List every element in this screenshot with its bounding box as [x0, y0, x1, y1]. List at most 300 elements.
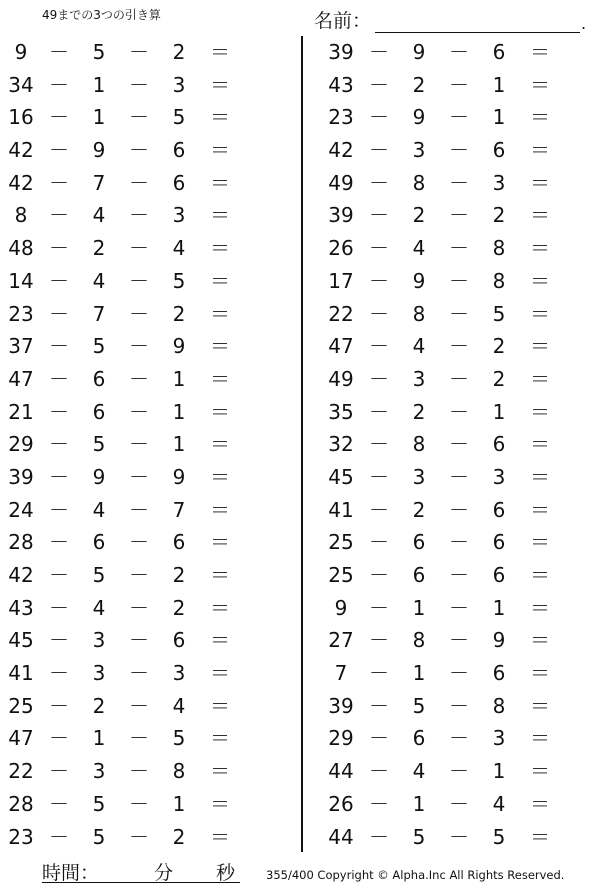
- subtrahend-1: 9: [412, 40, 426, 64]
- subtrahend-2: 2: [492, 366, 506, 391]
- minus-sign: －: [129, 661, 149, 686]
- minus-sign: －: [129, 334, 149, 359]
- subtrahend-1: 4: [412, 334, 426, 359]
- equals-sign: ＝: [530, 236, 550, 261]
- minus-sign: －: [449, 530, 469, 555]
- minuend: 9: [334, 595, 348, 620]
- subtrahend-1: 1: [412, 791, 426, 816]
- problem-row: [0, 494, 280, 527]
- minus-sign: －: [129, 72, 149, 97]
- minus-sign: －: [369, 497, 389, 522]
- subtrahend-2: 8: [172, 759, 186, 784]
- subtrahend-2: 2: [172, 563, 186, 587]
- minus-sign: －: [449, 693, 469, 718]
- equals-sign: ＝: [530, 530, 550, 555]
- problem-row: [0, 657, 280, 690]
- equals-sign: ＝: [210, 40, 230, 64]
- minuend: 47: [8, 726, 34, 751]
- minus-sign: －: [49, 791, 69, 816]
- minus-sign: －: [129, 497, 149, 522]
- subtrahend-1: 5: [412, 693, 426, 718]
- subtrahend-2: 6: [492, 563, 506, 587]
- subtrahend-1: 4: [92, 268, 106, 293]
- minus-sign: －: [449, 203, 469, 228]
- minus-sign: －: [369, 301, 389, 326]
- minuend: 49: [328, 366, 354, 391]
- minuend: 16: [8, 105, 34, 130]
- minuend: 7: [334, 661, 348, 686]
- minuend: 39: [328, 203, 354, 228]
- equals-sign: ＝: [530, 595, 550, 620]
- subtrahend-2: 4: [492, 791, 506, 816]
- subtrahend-2: 2: [172, 301, 186, 326]
- minus-sign: －: [449, 726, 469, 751]
- subtrahend-2: 1: [492, 105, 506, 130]
- minuend: 42: [8, 170, 34, 195]
- problem-row: [0, 101, 280, 134]
- time-field: [42, 858, 240, 883]
- subtrahend-2: 3: [172, 72, 186, 97]
- subtrahend-1: 5: [412, 824, 426, 849]
- subtrahend-1: 2: [412, 497, 426, 522]
- equals-sign: ＝: [210, 791, 230, 816]
- subtrahend-1: 5: [92, 334, 106, 359]
- subtrahend-1: 7: [92, 170, 106, 195]
- subtrahend-2: 1: [172, 791, 186, 816]
- equals-sign: ＝: [530, 661, 550, 686]
- equals-sign: ＝: [210, 334, 230, 359]
- right-problem-column: [320, 36, 600, 853]
- minuend: 47: [328, 334, 354, 359]
- minus-sign: －: [369, 563, 389, 587]
- minuend: 41: [8, 661, 34, 686]
- subtrahend-2: 5: [172, 268, 186, 293]
- minus-sign: －: [449, 399, 469, 424]
- problem-row: [320, 265, 600, 298]
- minuend: 42: [8, 563, 34, 587]
- name-input-line[interactable]: [375, 12, 580, 33]
- subtrahend-1: 6: [412, 726, 426, 751]
- subtrahend-1: 6: [92, 366, 106, 391]
- minus-sign: －: [129, 595, 149, 620]
- problem-row: [320, 232, 600, 265]
- equals-sign: ＝: [530, 791, 550, 816]
- minuend: 27: [328, 628, 354, 653]
- minus-sign: －: [449, 105, 469, 130]
- problem-row: [0, 330, 280, 363]
- minuend: 45: [328, 464, 354, 489]
- minus-sign: －: [369, 268, 389, 293]
- subtrahend-1: 1: [92, 105, 106, 130]
- minus-sign: －: [49, 105, 69, 130]
- minuend: 14: [8, 268, 34, 293]
- subtrahend-1: 6: [412, 530, 426, 555]
- minuend: 17: [328, 268, 354, 293]
- minus-sign: －: [49, 399, 69, 424]
- subtrahend-1: 2: [92, 236, 106, 261]
- equals-sign: ＝: [210, 203, 230, 228]
- subtrahend-2: 6: [492, 497, 506, 522]
- subtrahend-1: 3: [92, 628, 106, 653]
- minuend: 44: [328, 759, 354, 784]
- minus-sign: －: [49, 726, 69, 751]
- problem-row: [320, 134, 600, 167]
- problem-row: [320, 101, 600, 134]
- minus-sign: －: [129, 693, 149, 718]
- minus-sign: －: [449, 563, 469, 587]
- minus-sign: －: [129, 563, 149, 587]
- subtrahend-2: 3: [172, 661, 186, 686]
- subtrahend-1: 8: [412, 628, 426, 653]
- minus-sign: －: [449, 759, 469, 784]
- minus-sign: －: [49, 236, 69, 261]
- subtrahend-2: 9: [172, 334, 186, 359]
- equals-sign: ＝: [210, 759, 230, 784]
- subtrahend-1: 2: [412, 72, 426, 97]
- problem-row: [0, 624, 280, 657]
- subtrahend-2: 1: [172, 432, 186, 457]
- minuend: 26: [328, 236, 354, 261]
- subtrahend-1: 3: [412, 366, 426, 391]
- problem-row: [320, 690, 600, 723]
- problem-row: [0, 134, 280, 167]
- minuend: 39: [328, 40, 354, 64]
- problem-row: [320, 624, 600, 657]
- minus-sign: －: [369, 366, 389, 391]
- problem-row: [0, 298, 280, 331]
- minus-sign: －: [449, 40, 469, 64]
- minus-sign: －: [129, 203, 149, 228]
- subtrahend-1: 9: [92, 138, 106, 163]
- minuend: 23: [8, 824, 34, 849]
- subtrahend-2: 5: [492, 301, 506, 326]
- problem-row: [0, 755, 280, 788]
- minus-sign: －: [369, 791, 389, 816]
- minuend: 21: [8, 399, 34, 424]
- name-dot: .: [581, 14, 587, 33]
- minus-sign: －: [49, 563, 69, 587]
- minus-sign: －: [369, 236, 389, 261]
- problem-row: [320, 69, 600, 102]
- equals-sign: ＝: [530, 399, 550, 424]
- subtrahend-2: 5: [492, 824, 506, 849]
- subtrahend-2: 3: [492, 464, 506, 489]
- subtrahend-2: 8: [492, 268, 506, 293]
- minus-sign: －: [369, 661, 389, 686]
- subtrahend-2: 8: [492, 693, 506, 718]
- subtrahend-1: 5: [92, 824, 106, 849]
- minus-sign: －: [369, 203, 389, 228]
- equals-sign: ＝: [530, 203, 550, 228]
- problem-row: [0, 821, 280, 854]
- subtrahend-1: 3: [412, 464, 426, 489]
- minuend: 22: [8, 759, 34, 784]
- minus-sign: －: [449, 138, 469, 163]
- subtrahend-1: 3: [92, 759, 106, 784]
- subtrahend-1: 2: [412, 203, 426, 228]
- minus-sign: －: [49, 661, 69, 686]
- problem-row: [320, 396, 600, 429]
- seconds-label: 秒: [216, 862, 236, 884]
- subtrahend-1: 5: [92, 40, 106, 64]
- minuend: 42: [8, 138, 34, 163]
- equals-sign: ＝: [210, 432, 230, 457]
- subtrahend-2: 6: [172, 628, 186, 653]
- subtrahend-2: 2: [492, 203, 506, 228]
- minus-sign: －: [369, 138, 389, 163]
- problem-row: [0, 526, 280, 559]
- minus-sign: －: [49, 595, 69, 620]
- subtrahend-1: 6: [412, 563, 426, 587]
- minus-sign: －: [49, 759, 69, 784]
- subtrahend-1: 3: [412, 138, 426, 163]
- equals-sign: ＝: [210, 138, 230, 163]
- problem-row: [320, 363, 600, 396]
- name-label: 名前：: [314, 10, 372, 32]
- subtrahend-1: 8: [412, 301, 426, 326]
- subtrahend-2: 5: [172, 105, 186, 130]
- subtrahend-2: 6: [492, 530, 506, 555]
- subtrahend-1: 5: [92, 563, 106, 587]
- problem-row: [320, 36, 600, 69]
- subtrahend-2: 2: [172, 40, 186, 64]
- subtrahend-2: 7: [172, 497, 186, 522]
- equals-sign: ＝: [530, 334, 550, 359]
- subtrahend-2: 4: [172, 236, 186, 261]
- minuend: 26: [328, 791, 354, 816]
- subtrahend-2: 4: [172, 693, 186, 718]
- minus-sign: －: [49, 203, 69, 228]
- minuend: 49: [328, 170, 354, 195]
- subtrahend-1: 6: [92, 530, 106, 555]
- minuend: 25: [328, 530, 354, 555]
- subtrahend-1: 9: [412, 105, 426, 130]
- minus-sign: －: [49, 334, 69, 359]
- minus-sign: －: [369, 595, 389, 620]
- minutes-label: 分: [154, 862, 174, 884]
- minus-sign: －: [129, 366, 149, 391]
- minus-sign: －: [449, 268, 469, 293]
- minuend: 25: [8, 693, 34, 718]
- subtrahend-2: 3: [492, 170, 506, 195]
- minuend: 8: [14, 203, 28, 228]
- subtrahend-1: 4: [412, 759, 426, 784]
- equals-sign: ＝: [210, 366, 230, 391]
- minus-sign: －: [449, 236, 469, 261]
- subtrahend-2: 8: [492, 236, 506, 261]
- equals-sign: ＝: [210, 170, 230, 195]
- subtrahend-1: 4: [92, 203, 106, 228]
- minus-sign: －: [369, 72, 389, 97]
- equals-sign: ＝: [210, 72, 230, 97]
- minus-sign: －: [129, 824, 149, 849]
- minuend: 29: [8, 432, 34, 457]
- minuend: 29: [328, 726, 354, 751]
- equals-sign: ＝: [530, 432, 550, 457]
- minus-sign: －: [369, 530, 389, 555]
- equals-sign: ＝: [530, 170, 550, 195]
- subtrahend-2: 1: [492, 759, 506, 784]
- subtrahend-2: 1: [492, 595, 506, 620]
- problem-row: [0, 199, 280, 232]
- minus-sign: －: [369, 105, 389, 130]
- minus-sign: －: [49, 530, 69, 555]
- equals-sign: ＝: [210, 105, 230, 130]
- minuend: 39: [8, 464, 34, 489]
- problem-row: [0, 69, 280, 102]
- equals-sign: ＝: [210, 824, 230, 849]
- subtrahend-1: 4: [92, 595, 106, 620]
- equals-sign: ＝: [530, 72, 550, 97]
- minus-sign: －: [129, 236, 149, 261]
- subtrahend-2: 2: [492, 334, 506, 359]
- subtrahend-2: 6: [492, 40, 506, 64]
- minus-sign: －: [129, 268, 149, 293]
- equals-sign: ＝: [530, 497, 550, 522]
- left-problem-column: [0, 36, 280, 853]
- equals-sign: ＝: [530, 268, 550, 293]
- problem-row: [0, 559, 280, 592]
- problem-row: [320, 199, 600, 232]
- equals-sign: ＝: [210, 661, 230, 686]
- minus-sign: －: [369, 170, 389, 195]
- subtrahend-2: 6: [492, 661, 506, 686]
- minuend: 45: [8, 628, 34, 653]
- equals-sign: ＝: [210, 628, 230, 653]
- minus-sign: －: [49, 628, 69, 653]
- subtrahend-2: 2: [172, 824, 186, 849]
- subtrahend-2: 2: [172, 595, 186, 620]
- equals-sign: ＝: [210, 236, 230, 261]
- minuend: 23: [8, 301, 34, 326]
- minus-sign: －: [449, 497, 469, 522]
- copyright-text: 355/400 Copyright © Alpha.Inc All Rights Reserved.: [266, 868, 565, 882]
- subtrahend-2: 6: [172, 530, 186, 555]
- minus-sign: －: [449, 661, 469, 686]
- subtrahend-1: 7: [92, 301, 106, 326]
- minuend: 35: [328, 399, 354, 424]
- minus-sign: －: [129, 301, 149, 326]
- equals-sign: ＝: [530, 366, 550, 391]
- problem-row: [320, 755, 600, 788]
- minus-sign: －: [369, 399, 389, 424]
- minus-sign: －: [369, 628, 389, 653]
- minus-sign: －: [369, 726, 389, 751]
- problem-row: [320, 167, 600, 200]
- subtrahend-1: 9: [412, 268, 426, 293]
- minus-sign: －: [449, 366, 469, 391]
- equals-sign: ＝: [210, 530, 230, 555]
- subtrahend-1: 1: [412, 661, 426, 686]
- subtrahend-2: 9: [172, 464, 186, 489]
- problem-row: [320, 330, 600, 363]
- minuend: 34: [8, 72, 34, 97]
- problem-row: [0, 592, 280, 625]
- problem-row: [0, 396, 280, 429]
- equals-sign: ＝: [530, 138, 550, 163]
- subtrahend-1: 1: [92, 726, 106, 751]
- minuend: 47: [8, 366, 34, 391]
- equals-sign: ＝: [530, 824, 550, 849]
- time-label: 時間：: [42, 862, 100, 884]
- minuend: 9: [14, 40, 28, 64]
- minus-sign: －: [129, 170, 149, 195]
- subtrahend-1: 2: [92, 693, 106, 718]
- problem-row: [0, 722, 280, 755]
- subtrahend-2: 6: [172, 170, 186, 195]
- problem-row: [0, 788, 280, 821]
- minuend: 23: [328, 105, 354, 130]
- subtrahend-1: 1: [412, 595, 426, 620]
- minus-sign: －: [49, 366, 69, 391]
- minuend: 44: [328, 824, 354, 849]
- problem-row: [320, 461, 600, 494]
- minus-sign: －: [129, 40, 149, 64]
- minus-sign: －: [49, 301, 69, 326]
- minus-sign: －: [129, 759, 149, 784]
- subtrahend-2: 9: [492, 628, 506, 653]
- subtrahend-1: 9: [92, 464, 106, 489]
- subtrahend-1: 1: [92, 72, 106, 97]
- minuend: 41: [328, 497, 354, 522]
- minus-sign: －: [49, 40, 69, 64]
- problem-row: [0, 461, 280, 494]
- equals-sign: ＝: [210, 464, 230, 489]
- problem-row: [320, 592, 600, 625]
- minus-sign: －: [449, 170, 469, 195]
- subtrahend-2: 1: [172, 366, 186, 391]
- minus-sign: －: [369, 824, 389, 849]
- subtrahend-2: 1: [492, 72, 506, 97]
- subtrahend-2: 3: [172, 203, 186, 228]
- problem-row: [320, 298, 600, 331]
- subtrahend-2: 3: [492, 726, 506, 751]
- column-divider: [301, 36, 303, 852]
- equals-sign: ＝: [530, 628, 550, 653]
- subtrahend-1: 4: [412, 236, 426, 261]
- minuend: 37: [8, 334, 34, 359]
- minus-sign: －: [49, 170, 69, 195]
- equals-sign: ＝: [210, 399, 230, 424]
- minus-sign: －: [129, 464, 149, 489]
- subtrahend-2: 6: [492, 432, 506, 457]
- subtrahend-2: 1: [172, 399, 186, 424]
- problem-row: [320, 722, 600, 755]
- minus-sign: －: [49, 497, 69, 522]
- minus-sign: －: [449, 432, 469, 457]
- equals-sign: ＝: [530, 464, 550, 489]
- problem-row: [0, 428, 280, 461]
- minuend: 22: [328, 301, 354, 326]
- problem-row: [0, 690, 280, 723]
- problem-row: [320, 821, 600, 854]
- subtrahend-1: 6: [92, 399, 106, 424]
- subtrahend-1: 4: [92, 497, 106, 522]
- equals-sign: ＝: [530, 301, 550, 326]
- minuend: 39: [328, 693, 354, 718]
- problem-row: [0, 232, 280, 265]
- equals-sign: ＝: [530, 693, 550, 718]
- minus-sign: －: [49, 693, 69, 718]
- subtrahend-2: 6: [172, 138, 186, 163]
- minus-sign: －: [449, 791, 469, 816]
- subtrahend-1: 3: [92, 661, 106, 686]
- minuend: 43: [328, 72, 354, 97]
- minus-sign: －: [369, 759, 389, 784]
- problem-row: [320, 494, 600, 527]
- equals-sign: ＝: [530, 105, 550, 130]
- minus-sign: －: [49, 432, 69, 457]
